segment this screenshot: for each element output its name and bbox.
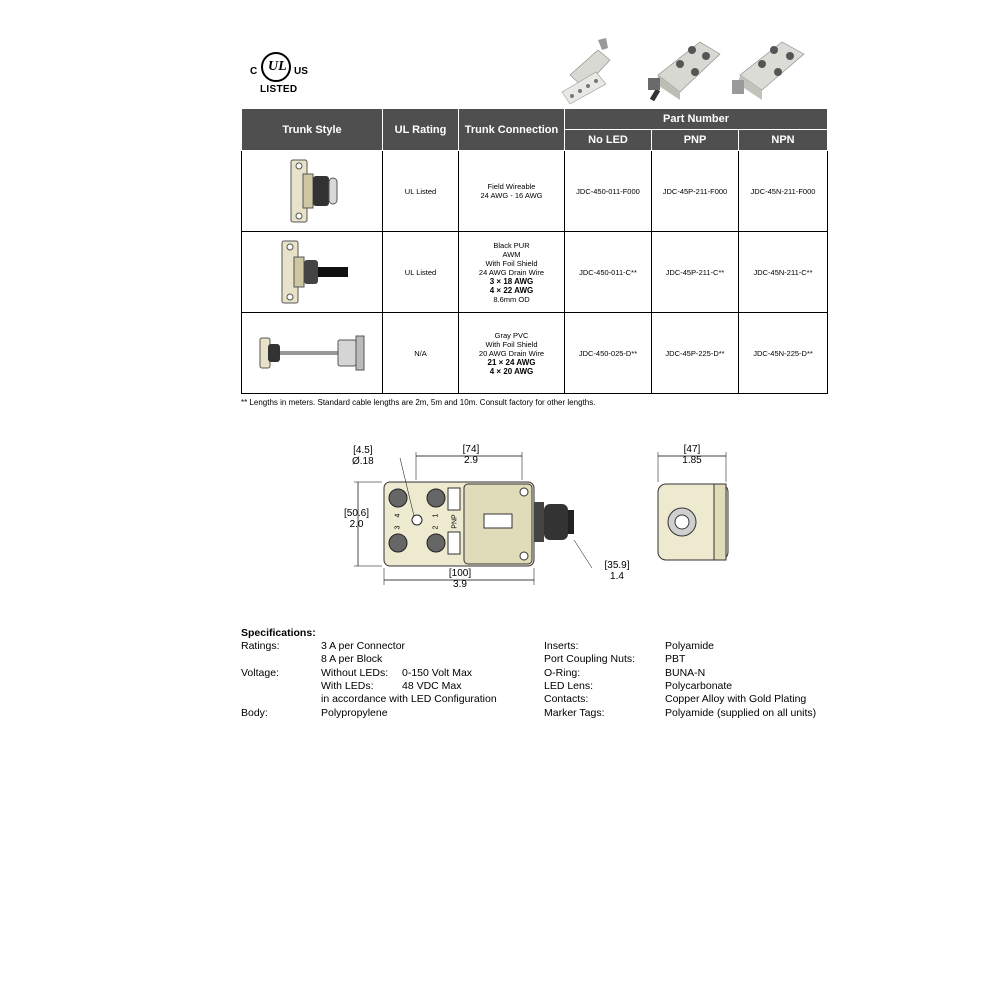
part-number-table	[241, 108, 828, 394]
trunk-style-image-cell	[242, 313, 383, 394]
ul-us-mark: US	[294, 66, 308, 77]
port-label-4: 4	[394, 513, 402, 518]
product-photo-pnp-unit	[732, 42, 804, 100]
pur-cable-connector-image	[272, 235, 352, 309]
part-no-led-cell: JDC-450-011-F000	[565, 151, 652, 232]
header-no-led: No LED	[565, 130, 652, 151]
trunk-style-image-cell	[242, 232, 383, 313]
trunk-connection-cell: Black PUR AWM With Foil Shield 24 AWG Drain Wire 3 × 18 AWG 4 × 22 AWG 8.6mm OD	[459, 232, 565, 313]
trunk-connection-cell: Field Wireable 24 AWG - 16 AWG	[459, 151, 565, 232]
specifications-title: Specifications:	[241, 627, 316, 639]
port-label-1: 1	[432, 513, 440, 518]
ul-rating-cell: UL Listed	[383, 232, 459, 313]
header-pnp: PNP	[652, 130, 739, 151]
field-wireable-connector-image	[277, 154, 347, 228]
trunk-connection-cell: Gray PVC With Foil Shield 20 AWG Drain Wire 21 × 24 AWG 4 × 20 AWG	[459, 313, 565, 394]
cable-length-footnote: ** Lengths in meters. Standard cable lengths are 2m, 5m and 10m. Consult factory for other lengths.	[241, 398, 596, 407]
part-pnp-cell: JDC-45P-211-F000	[652, 151, 739, 232]
ul-listed-logo	[248, 48, 312, 98]
dsub-cable-connector-image	[252, 328, 372, 378]
port-label-2: 2	[432, 525, 440, 530]
hole-dimension: [4.5] Ø.18	[352, 445, 374, 467]
product-photos	[540, 20, 820, 110]
pnp-body-label: PNP	[451, 514, 459, 529]
table-row	[242, 232, 828, 313]
product-photo-cable-unit	[648, 42, 720, 100]
height-dimension: [50.6] 2.0	[344, 508, 370, 530]
header-ul-rating: UL Rating	[383, 109, 459, 151]
header-trunk-style: Trunk Style	[242, 109, 383, 151]
header-npn: NPN	[739, 130, 828, 151]
ul-rating-cell: UL Listed	[383, 151, 459, 232]
ul-c-mark: C	[250, 66, 258, 77]
table-row	[242, 313, 828, 394]
table-row	[242, 151, 828, 232]
ul-circle: UL	[261, 52, 291, 82]
product-photo-field-wireable	[562, 38, 610, 104]
length-dimension: [100] 3.9	[448, 568, 472, 590]
width-dimension: [74] 2.9	[462, 444, 480, 466]
ul-listed-text: LISTED	[260, 84, 298, 95]
trunk-style-image-cell	[242, 151, 383, 232]
depth-dimension: [47] 1.85	[682, 444, 702, 466]
port-label-3: 3	[394, 525, 402, 530]
offset-dimension: [35.9] 1.4	[604, 560, 630, 582]
part-npn-cell: JDC-45N-211-F000	[739, 151, 828, 232]
part-npn-cell: JDC-45N-211-C**	[739, 232, 828, 313]
part-no-led-cell: JDC-450-011-C**	[565, 232, 652, 313]
dimension-drawing	[340, 440, 740, 590]
specifications: Specifications: Ratings: 3 A per Connector 8 A per Block Voltage: Without LEDs: 0-150 Volt Max With LEDs: 48 VDC Max in accordance with LED Configuration Body: Polypropylene Inserts: Polyamide Port Coupling Nuts: PBT O-Ring: BUNA-N LED Lens: Polycarbonate Contacts: Copper Alloy with Gold Plating Marker Tags: Polyamide (supplied on all units)	[241, 627, 817, 719]
header-trunk-connection: Trunk Connection	[459, 109, 565, 151]
part-pnp-cell: JDC-45P-211-C**	[652, 232, 739, 313]
part-pnp-cell: JDC-45P-225-D**	[652, 313, 739, 394]
ul-rating-cell: N/A	[383, 313, 459, 394]
part-no-led-cell: JDC-450-025-D**	[565, 313, 652, 394]
part-npn-cell: JDC-45N-225-D**	[739, 313, 828, 394]
header-part-number: Part Number	[565, 109, 828, 130]
